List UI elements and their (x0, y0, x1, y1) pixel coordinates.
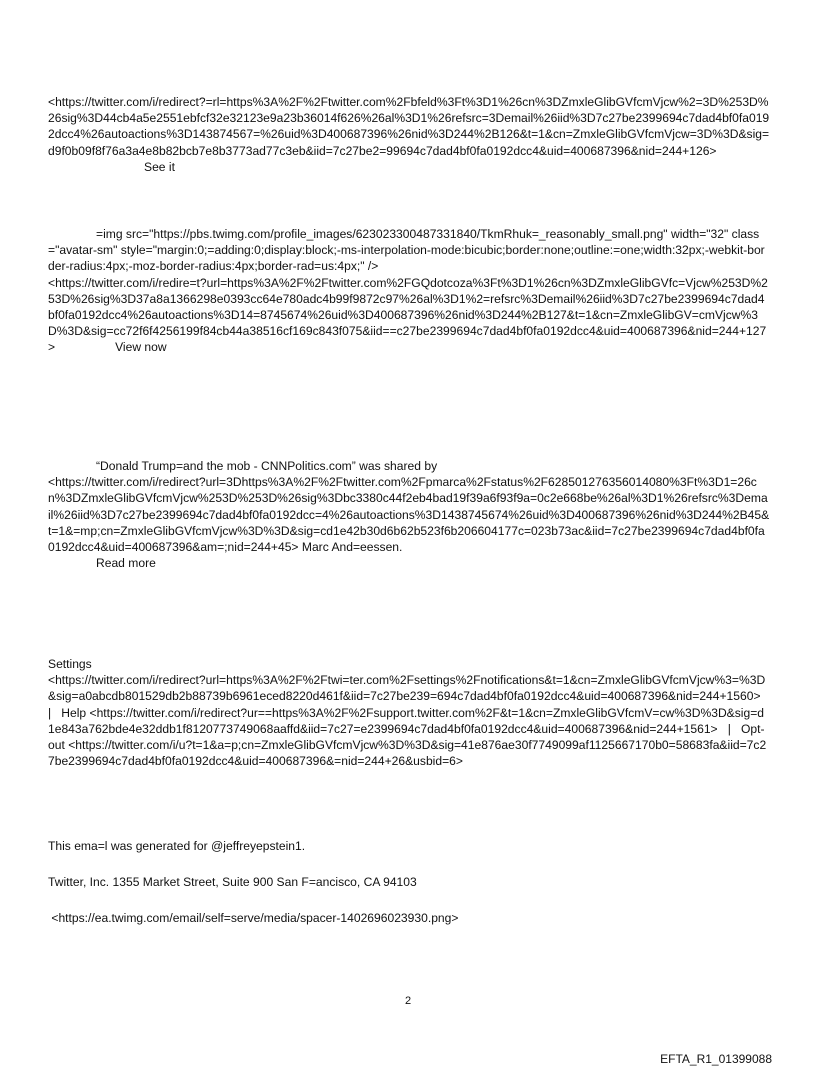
redirect-paragraph (48, 275, 770, 356)
recommendation-block-bfeld (48, 94, 770, 175)
shared-by-paragraph (48, 474, 770, 555)
settings-url: <https://twitter.com/i/redirect?url=https%3A%2F%2Ftwi=ter.com%2Fsettings%2Fnotifications&t=1&cn=ZmxleGlibGVfcmVjcw%3=%3D&sig=a0abcdb801529db2b88739b6961eced8220d461f&iid=7c27be239=694c7dad4bf0fa0192dcc4&uid=400687396&nid=244+1560> (48, 673, 766, 704)
redirect-url: <https://twitter.com/i/redire=t?url=https%3A%2F%2Ftwitter.com%2FGQdotcoza%3Ft%3D1%26cn%3DZmxleGlibGVfc=Vjcw%253D%253D%26sig%3D37a8a1366298e0393cc64e780adc4b99f9872c97%26al%3D1%2=refsrc%3Demail%26iid%3D7c27be2399694c7dad4bf0fa0192dcc4%26autoactions%3D14=8745674%26uid%3D400687396%26nid%3D244%2B127&t=1&cn=ZmxleGlibGV=cmVjcw%3D%3D&sig=cc72f6f4256199f84cb44a38516cf169c843f075&iid==c27be2399694c7dad4bf0fa0192dcc4&uid=400687396&nid=244+127> (48, 275, 768, 355)
spacer-url-text: <https://ea.twimg.com/email/self=serve/media/spacer-1402696023930.png> (51, 911, 459, 925)
opt-out-link[interactable]: Opt-out (48, 721, 765, 753)
view-now-link[interactable]: View now (115, 340, 167, 355)
shared-story-block (48, 458, 770, 571)
author-name: Marc And=eessen. (301, 540, 403, 555)
separator: | (48, 705, 52, 720)
read-more-link[interactable]: Read more (96, 556, 156, 571)
spacer-block (48, 910, 770, 926)
address-block (48, 874, 770, 890)
separator: | (727, 721, 731, 736)
redirect-paragraph (48, 94, 770, 175)
help-link[interactable]: Help (61, 705, 87, 720)
spacer-url (48, 910, 770, 926)
document-id: EFTA_R1_01399088 (660, 1052, 772, 1066)
img-tag-text: =img src="https://pbs.twimg.com/profile_images/623023300487331840/TkmRhuk=_reasonably_small.png" width="32" class="avatar-sm" style="margin:0;=adding:0;display:block;-ms-interpolation-mode:bicubic;border:none;outline:=one;width:32px;-webkit-border-radius:4px;-moz-border-radius:4px;border-rad=us:4px;" /> (48, 227, 765, 274)
recommendation-block-gqdotcoza (48, 226, 770, 356)
story-headline: “Donald Trump=and the mob - CNNPolitics.com” was shared by (96, 459, 438, 473)
footer-links-paragraph (48, 672, 770, 769)
settings-label[interactable]: Settings (48, 657, 92, 671)
redirect-url: <https://twitter.com/i/redirect?=rl=https%3A%2F%2Ftwitter.com%2Fbfeld%3Ft%3D1%26cn%3DZmxleGlibGVfcmVjcw%2=3D%253D%26sig%3D44cb4a5e2551ebfcf32e32123e9a23b36014f626%26al%3D1%26refsrc=3Demail%26iid%3D7c27be2399694c7dad4bf0fa0192dcc4%26autoactions%3D143874567=%26uid%3D400687396%26nid%3D244%2B126&t=1&cn=ZmxleGlibGVfcmVjcw=3D%3D&sig=d9f0b09f8f76a3a4e8b82bcb7e8b3773ad77c3eb&iid=7c27be2=99694c7dad4bf0fa0192dcc4&uid=400687396&nid=244+126> (48, 95, 770, 158)
company-address: Twitter, Inc. 1355 Market Street, Suite 900 San F=ancisco, CA 94103 (48, 875, 417, 889)
opt-out-url: <https://twitter.com/i/u?t=1&a=p;cn=ZmxleGlibGVfcmVjcw%3D%3D&sig=41e876ae30f7749099af1125667170b0=58683fa&iid=7c27be2399694c7dad4bf0fa0192dcc4&uid=400687396&=nid=244+26&usbid=6> (48, 738, 767, 769)
footer-links-block (48, 656, 770, 769)
generated-for-text: This ema=l was generated for @jeffreyepstein1. (48, 839, 306, 853)
see-it-link[interactable]: See it (144, 159, 175, 174)
help-url: <https://twitter.com/i/redirect?ur==https%3A%2F%2Fsupport.twitter.com%2F&t=1&cn=ZmxleGlibGVfcmV=cw%3D%3D&sig=d1e843a762bde4e32ddb1f8120773749068aaffd&iid=7c27=e2399694c7dad4bf0fa0192dcc4&uid=400687396&nid=244+1561> (48, 705, 764, 736)
page-number: 2 (404, 995, 412, 1007)
generated-for-block (48, 838, 770, 854)
img-tag-paragraph (48, 226, 770, 275)
redirect-url: <https://twitter.com/i/redirect?url=3Dhttps%3A%2F%2Ftwitter.com%2Fpmarca%2Fstatus%2F628501276356014080%3Ft%3D1=26cn%3DZmxleGlibGVfcmVjcw%253D%253D%26sig%3Dbc3380c44f2eb4bad19f39a6f93f9a=0c2e668be%26al%3D1%26refsrc%3Demail%26iid%3D7c27be2399694c7dad4bf0fa0192dcc=4%26autoactions%3D1438745674%26uid%3D400687396%26nid%3D244%2B45&t=1&=mp;cn=ZmxleGlibGVfcmVjcw%3D%3D&sig=cd1e42b30d6b62b523f6b206604177c=023b73ac&iid=7c27be2399694c7dad4bf0fa0192dcc4&uid=400687396&am=;nid=244+45> (48, 475, 770, 555)
